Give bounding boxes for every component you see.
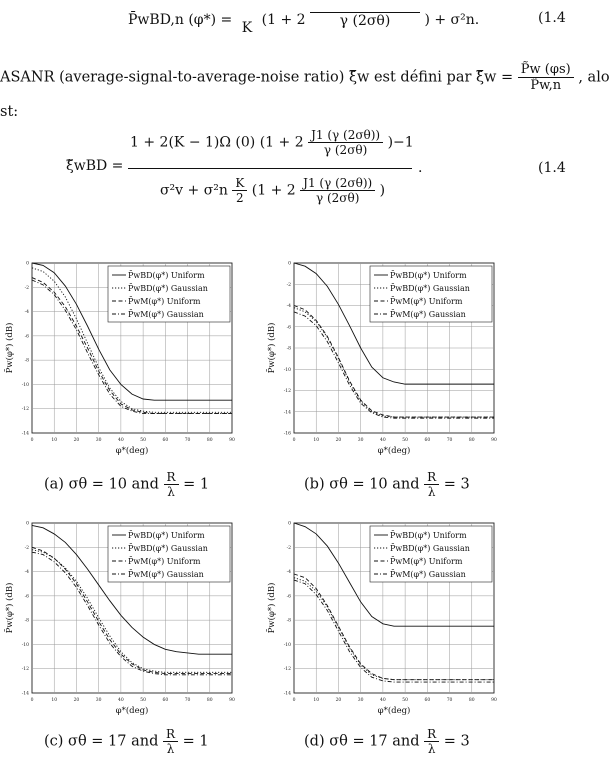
y-tick-label: -14 (283, 691, 291, 697)
x-tick-label: 40 (380, 698, 386, 703)
y-tick-label: -6 (24, 334, 29, 340)
x-tick-label: 80 (468, 438, 475, 443)
x-tick-label: 60 (162, 698, 169, 703)
x-tick-label: 40 (118, 438, 124, 443)
y-tick-label: -10 (283, 642, 291, 648)
y-tick-label: -6 (286, 325, 291, 331)
y-tick-label: -12 (283, 389, 291, 394)
x-tick-label: 90 (229, 698, 235, 703)
x-tick-label: 80 (206, 438, 213, 443)
x-tick-label: 90 (229, 438, 235, 443)
x-tick-label: 50 (402, 438, 408, 443)
y-tick-label: 0 (288, 521, 291, 527)
x-tick-label: 60 (424, 438, 431, 443)
x-tick-label: 70 (446, 438, 453, 443)
y-tick-label: -6 (24, 594, 29, 600)
y-tick-label: -2 (286, 282, 291, 288)
equation-paren-open: (1 + 2 (261, 12, 306, 28)
equation-power-noise (128, 4, 479, 36)
legend-entry: P̄wM(φ*) Uniform (128, 556, 201, 566)
y-tick-label: 0 (26, 521, 29, 527)
x-tick-label: 10 (51, 438, 58, 443)
y-tick-label: -14 (21, 431, 29, 437)
y-tick-label: -14 (283, 410, 291, 416)
y-tick-label: -8 (24, 618, 29, 624)
caption-c: (c) σθ = 17 and $\frac{R}{\lambda}$ = 1 (44, 727, 209, 756)
y-tick-label: -12 (21, 667, 29, 673)
x-tick-label: 20 (73, 698, 80, 703)
x-tick-label: 30 (95, 438, 102, 443)
y-tick-label: -8 (286, 346, 291, 352)
x-tick-label: 50 (140, 698, 146, 703)
y-tick-label: -8 (24, 358, 29, 364)
legend-entry: P̄wBD(φ*) Uniform (128, 530, 205, 540)
x-tick-label: 60 (162, 438, 169, 443)
y-tick-label: -12 (283, 667, 291, 673)
asanr-paragraph-cont: st: (0, 104, 19, 120)
legend-entry: P̄wBD(φ*) Uniform (128, 270, 205, 280)
x-tick-label: 30 (357, 698, 364, 703)
x-axis-label: φ*(deg) (377, 446, 411, 456)
equation-asanr-lhs: ξ̃wBD = (66, 158, 124, 174)
y-tick-label: -2 (24, 545, 29, 551)
legend-entry: P̄wBD(φ*) Gaussian (390, 543, 470, 553)
equation-asanr-period: . (418, 160, 423, 176)
y-tick-label: -16 (283, 431, 291, 437)
x-tick-label: 50 (140, 438, 146, 443)
y-tick-label: 0 (288, 261, 291, 267)
x-tick-label: 40 (380, 438, 386, 443)
legend-entry: P̄wM(φ*) Uniform (390, 296, 463, 306)
x-axis-label: φ*(deg) (377, 706, 411, 716)
equation-lhs: P̄wBD,n (φ*) = (128, 12, 233, 28)
legend-entry: P̄wBD(φ*) Uniform (390, 530, 467, 540)
x-tick-label: 10 (313, 698, 320, 703)
y-tick-label: -2 (24, 285, 29, 291)
y-axis-label: P̄w(φ*) (dB) (267, 582, 277, 634)
legend-entry: P̄wM(φ*) Gaussian (390, 309, 466, 319)
chart-panel-b (262, 255, 502, 460)
y-axis-label: P̄w(φ*) (dB) (5, 322, 15, 374)
x-tick-label: 80 (206, 698, 213, 703)
x-axis-label: φ*(deg) (115, 706, 149, 716)
legend-entry: P̄wBD(φ*) Gaussian (128, 283, 208, 293)
fraction-asanr: $\frac{P̃w (\varphi s)}{P̃w,n}$ (518, 62, 574, 93)
caption-d: (d) σθ = 17 and $\frac{R}{\lambda}$ = 3 (304, 727, 470, 756)
x-tick-label: 70 (446, 698, 453, 703)
legend-entry: P̄wM(φ*) Gaussian (390, 569, 466, 579)
x-tick-label: 80 (468, 698, 475, 703)
caption-b: (b) σθ = 10 and $\frac{R}{\lambda}$ = 3 (304, 470, 470, 499)
x-tick-label: 30 (95, 698, 102, 703)
y-tick-label: -12 (21, 407, 29, 413)
x-tick-label: 50 (402, 698, 408, 703)
chart-panel-a (0, 255, 240, 460)
asanr-paragraph: ASANR (average-signal-to-average-noise ratio) ξ̃w est défini par ξ̃w = $\frac{P̃w (\varphi s)}{P̃w,n}$ , alo (0, 62, 610, 93)
legend-entry: P̄wBD(φ*) Gaussian (128, 543, 208, 553)
y-tick-label: -4 (286, 304, 291, 309)
legend-entry: P̄wM(φ*) Uniform (128, 296, 201, 306)
chart-panel-c (0, 515, 240, 720)
x-tick-label: 60 (424, 698, 431, 703)
x-axis-label: φ*(deg) (115, 446, 149, 456)
equation-number-asanr: (1.4 (538, 160, 566, 176)
legend-entry: P̄wBD(φ*) Gaussian (390, 283, 470, 293)
x-tick-label: 70 (184, 438, 191, 443)
equation-asanr-numerator: 1 + 2(K − 1)Ω (0) (1 + 2 $\frac{J1 (\gamma (2\sigma\theta))}{\gamma (2\sigma\theta)}$ )−1 (130, 128, 414, 157)
x-tick-label: 0 (30, 698, 34, 703)
x-tick-label: 10 (51, 698, 58, 703)
y-tick-label: -2 (286, 545, 291, 551)
x-tick-label: 20 (335, 438, 342, 443)
caption-a: (a) σθ = 10 and $\frac{R}{\lambda}$ = 1 (44, 470, 210, 499)
y-tick-label: -10 (283, 367, 291, 373)
legend-entry: P̄wM(φ*) Gaussian (128, 569, 204, 579)
x-tick-label: 70 (184, 698, 191, 703)
equation-asanr-fraction-bar (128, 168, 412, 169)
y-tick-label: -6 (286, 594, 291, 600)
x-tick-label: 20 (335, 698, 342, 703)
x-tick-label: 0 (292, 698, 296, 703)
chart-panel-d (262, 515, 502, 720)
y-tick-label: 0 (26, 261, 29, 267)
x-tick-label: 30 (357, 438, 364, 443)
x-tick-label: 90 (491, 438, 497, 443)
y-tick-label: -4 (24, 310, 29, 316)
equation-number-top: (1.4 (538, 10, 566, 26)
y-tick-label: -14 (21, 691, 29, 697)
y-tick-label: -8 (286, 618, 291, 624)
x-tick-label: 0 (292, 438, 296, 443)
legend-entry: P̄wM(φ*) Uniform (390, 556, 463, 566)
legend-entry: P̄wBD(φ*) Uniform (390, 270, 467, 280)
x-tick-label: 0 (30, 438, 34, 443)
legend-entry: P̄wM(φ*) Gaussian (128, 309, 204, 319)
equation-rhs: ) + σ²n. (424, 12, 480, 28)
x-tick-label: 40 (118, 698, 124, 703)
fraction-gamma: γ (2σθ) (310, 12, 420, 29)
y-tick-label: -4 (24, 570, 29, 576)
fraction-one-over-k: K (241, 20, 253, 36)
equation-asanr-denominator: σ²v + σ²n $\frac{K}{2}$ (1 + 2 $\frac{J1 (\gamma (2\sigma\theta))}{\gamma (2\sigma\theta)}$ ) (160, 176, 386, 205)
x-tick-label: 20 (73, 438, 80, 443)
y-axis-label: P̄w(φ*) (dB) (267, 322, 277, 374)
y-axis-label: P̄w(φ*) (dB) (5, 582, 15, 634)
y-tick-label: -10 (21, 642, 29, 648)
x-tick-label: 10 (313, 438, 320, 443)
y-tick-label: -10 (21, 382, 29, 388)
x-tick-label: 90 (491, 698, 497, 703)
y-tick-label: -4 (286, 570, 291, 576)
